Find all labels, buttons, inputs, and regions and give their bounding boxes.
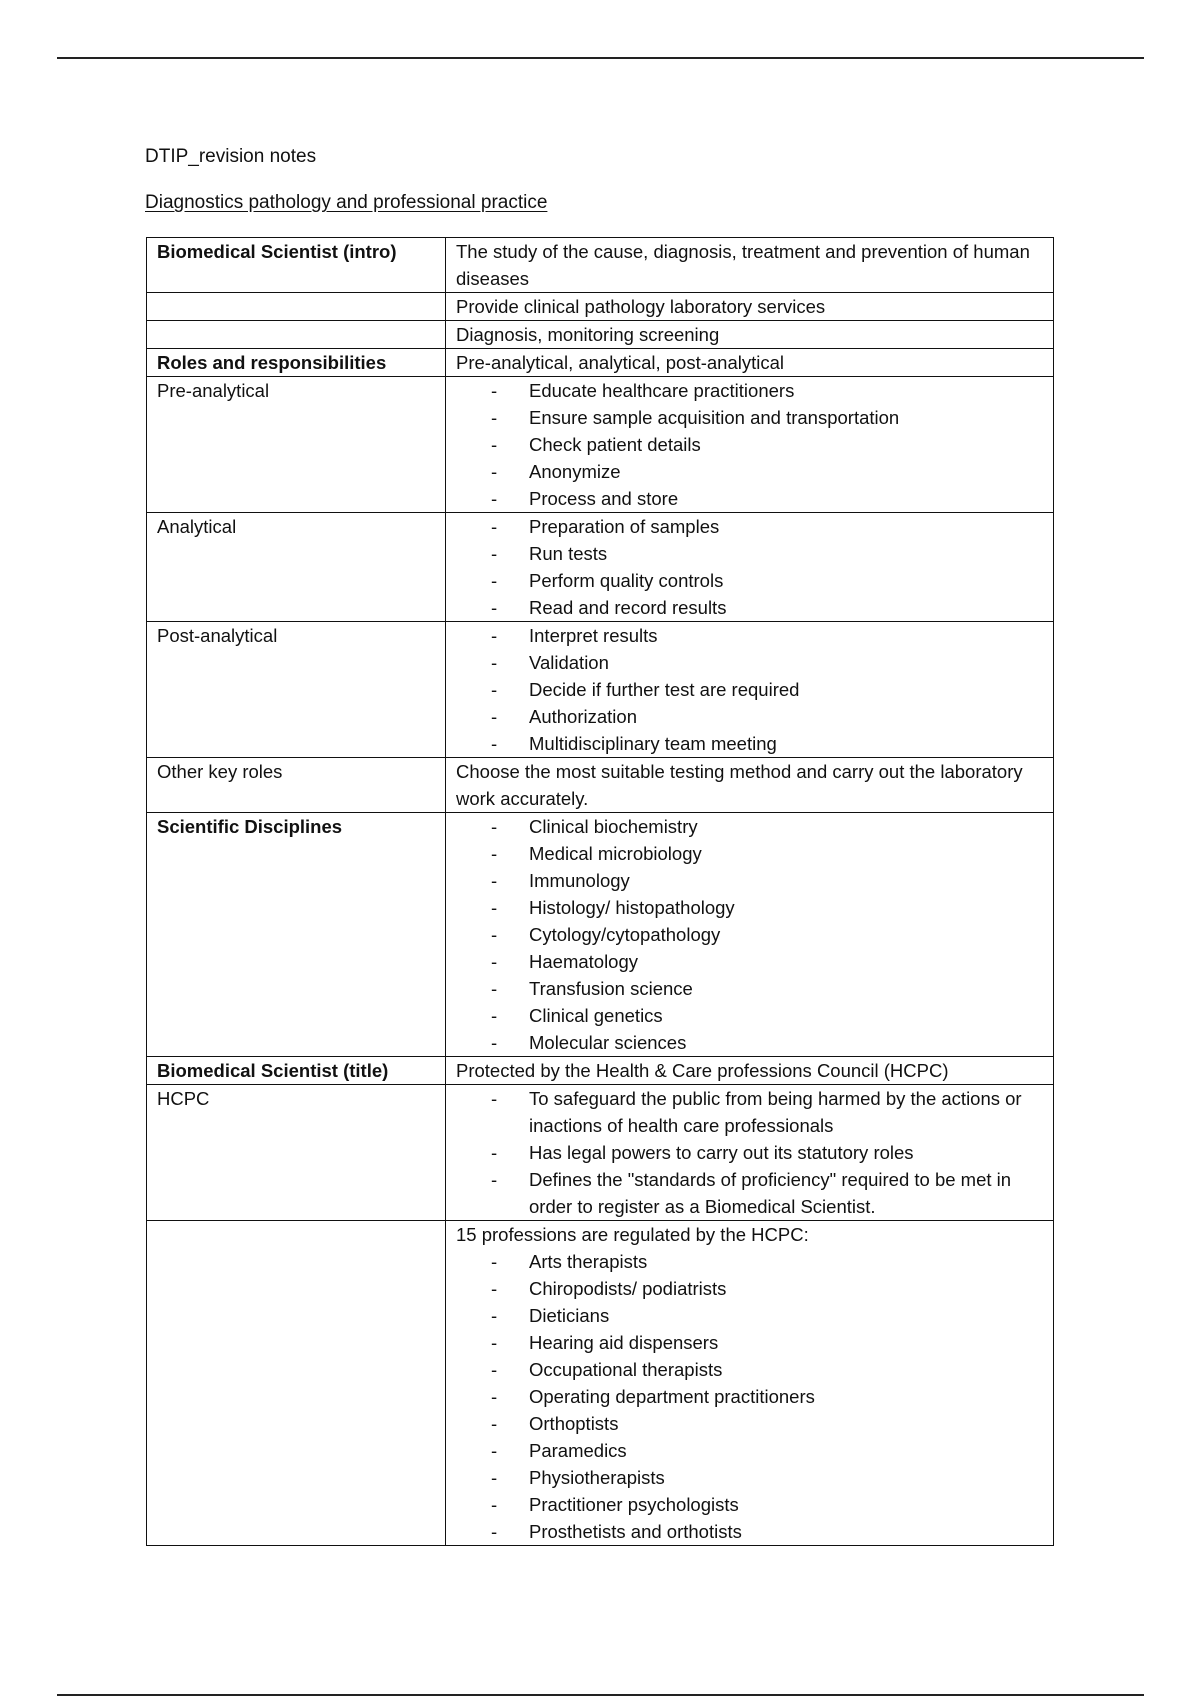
list-item: - Arts therapists — [456, 1248, 1043, 1275]
row-label: Biomedical Scientist (title) — [147, 1057, 446, 1085]
list-item: - Anonymize — [456, 458, 1043, 485]
table-row — [147, 758, 1054, 813]
row-label: HCPC — [147, 1085, 446, 1221]
row-content: Diagnosis, monitoring screening — [446, 321, 1054, 349]
row-label: Roles and responsibilities — [147, 349, 446, 377]
table-row — [147, 1221, 1054, 1546]
list-item: - Practitioner psychologists — [456, 1491, 1043, 1518]
row-content: Choose the most suitable testing method and carry out the laboratory work accurately. — [446, 758, 1054, 813]
table-row — [147, 1057, 1054, 1085]
row-content — [446, 1221, 1054, 1546]
list-item: - Paramedics — [456, 1437, 1043, 1464]
row-content — [446, 813, 1054, 1057]
row-content: Pre-analytical, analytical, post-analytical — [446, 349, 1054, 377]
row-content: Provide clinical pathology laboratory services — [446, 293, 1054, 321]
list-item: - Ensure sample acquisition and transportation — [456, 404, 1043, 431]
table-row — [147, 513, 1054, 622]
row-content: Protected by the Health & Care professions Council (HCPC) — [446, 1057, 1054, 1085]
list-item: - To safeguard the public from being harmed by the actions or inactions of health care professionals — [456, 1085, 1043, 1139]
bullet-list — [456, 813, 1043, 1056]
table-row — [147, 1085, 1054, 1221]
row-content — [446, 622, 1054, 758]
list-item: - Dieticians — [456, 1302, 1043, 1329]
row-content — [446, 513, 1054, 622]
table-row — [147, 622, 1054, 758]
list-item: - Transfusion science — [456, 975, 1043, 1002]
row-label: Analytical — [147, 513, 446, 622]
table-row — [147, 293, 1054, 321]
bullet-list — [456, 513, 1043, 621]
list-item: - Authorization — [456, 703, 1043, 730]
list-item: - Cytology/cytopathology — [456, 921, 1043, 948]
list-item: - Educate healthcare practitioners — [456, 377, 1043, 404]
list-item: - Defines the "standards of proficiency" required to be met in order to register as a Biomedical Scientist. — [456, 1166, 1043, 1220]
list-item: - Immunology — [456, 867, 1043, 894]
list-item: - Preparation of samples — [456, 513, 1043, 540]
row-label — [147, 1221, 446, 1546]
bullet-list — [456, 377, 1043, 512]
list-item: - Decide if further test are required — [456, 676, 1043, 703]
list-item: - Multidisciplinary team meeting — [456, 730, 1043, 757]
bullet-list — [456, 1085, 1043, 1220]
list-item: - Haematology — [456, 948, 1043, 975]
list-intro: 15 professions are regulated by the HCPC: — [456, 1224, 809, 1245]
bullet-list — [456, 622, 1043, 757]
footer-rule — [57, 1694, 1144, 1696]
list-item: - Run tests — [456, 540, 1043, 567]
section-title: Diagnostics pathology and professional practice — [145, 192, 548, 213]
list-item: - Prosthetists and orthotists — [456, 1518, 1043, 1545]
table-row — [147, 813, 1054, 1057]
list-item: - Histology/ histopathology — [456, 894, 1043, 921]
row-label: Biomedical Scientist (intro) — [147, 238, 446, 293]
notes-table — [146, 237, 1054, 1546]
table-row — [147, 321, 1054, 349]
list-item: - Has legal powers to carry out its statutory roles — [456, 1139, 1043, 1166]
row-label: Other key roles — [147, 758, 446, 813]
row-label: Pre-analytical — [147, 377, 446, 513]
row-content — [446, 377, 1054, 513]
list-item: - Perform quality controls — [456, 567, 1043, 594]
list-item: - Check patient details — [456, 431, 1043, 458]
document-title: DTIP_revision notes — [145, 146, 317, 167]
bullet-list — [456, 1248, 1043, 1545]
row-content: The study of the cause, diagnosis, treatment and prevention of human diseases — [446, 238, 1054, 293]
row-label: Post-analytical — [147, 622, 446, 758]
row-label — [147, 293, 446, 321]
list-item: - Validation — [456, 649, 1043, 676]
list-item: - Operating department practitioners — [456, 1383, 1043, 1410]
list-item: - Read and record results — [456, 594, 1043, 621]
list-item: - Clinical genetics — [456, 1002, 1043, 1029]
list-item: - Clinical biochemistry — [456, 813, 1043, 840]
list-item: - Molecular sciences — [456, 1029, 1043, 1056]
list-item: - Process and store — [456, 485, 1043, 512]
row-label: Scientific Disciplines — [147, 813, 446, 1057]
table-row — [147, 238, 1054, 293]
list-item: - Chiropodists/ podiatrists — [456, 1275, 1043, 1302]
list-item: - Orthoptists — [456, 1410, 1043, 1437]
list-item: - Physiotherapists — [456, 1464, 1043, 1491]
header-rule — [57, 57, 1144, 59]
table-row — [147, 349, 1054, 377]
row-content — [446, 1085, 1054, 1221]
list-item: - Hearing aid dispensers — [456, 1329, 1043, 1356]
list-item: - Occupational therapists — [456, 1356, 1043, 1383]
row-label — [147, 321, 446, 349]
list-item: - Medical microbiology — [456, 840, 1043, 867]
list-item: - Interpret results — [456, 622, 1043, 649]
table-row — [147, 377, 1054, 513]
